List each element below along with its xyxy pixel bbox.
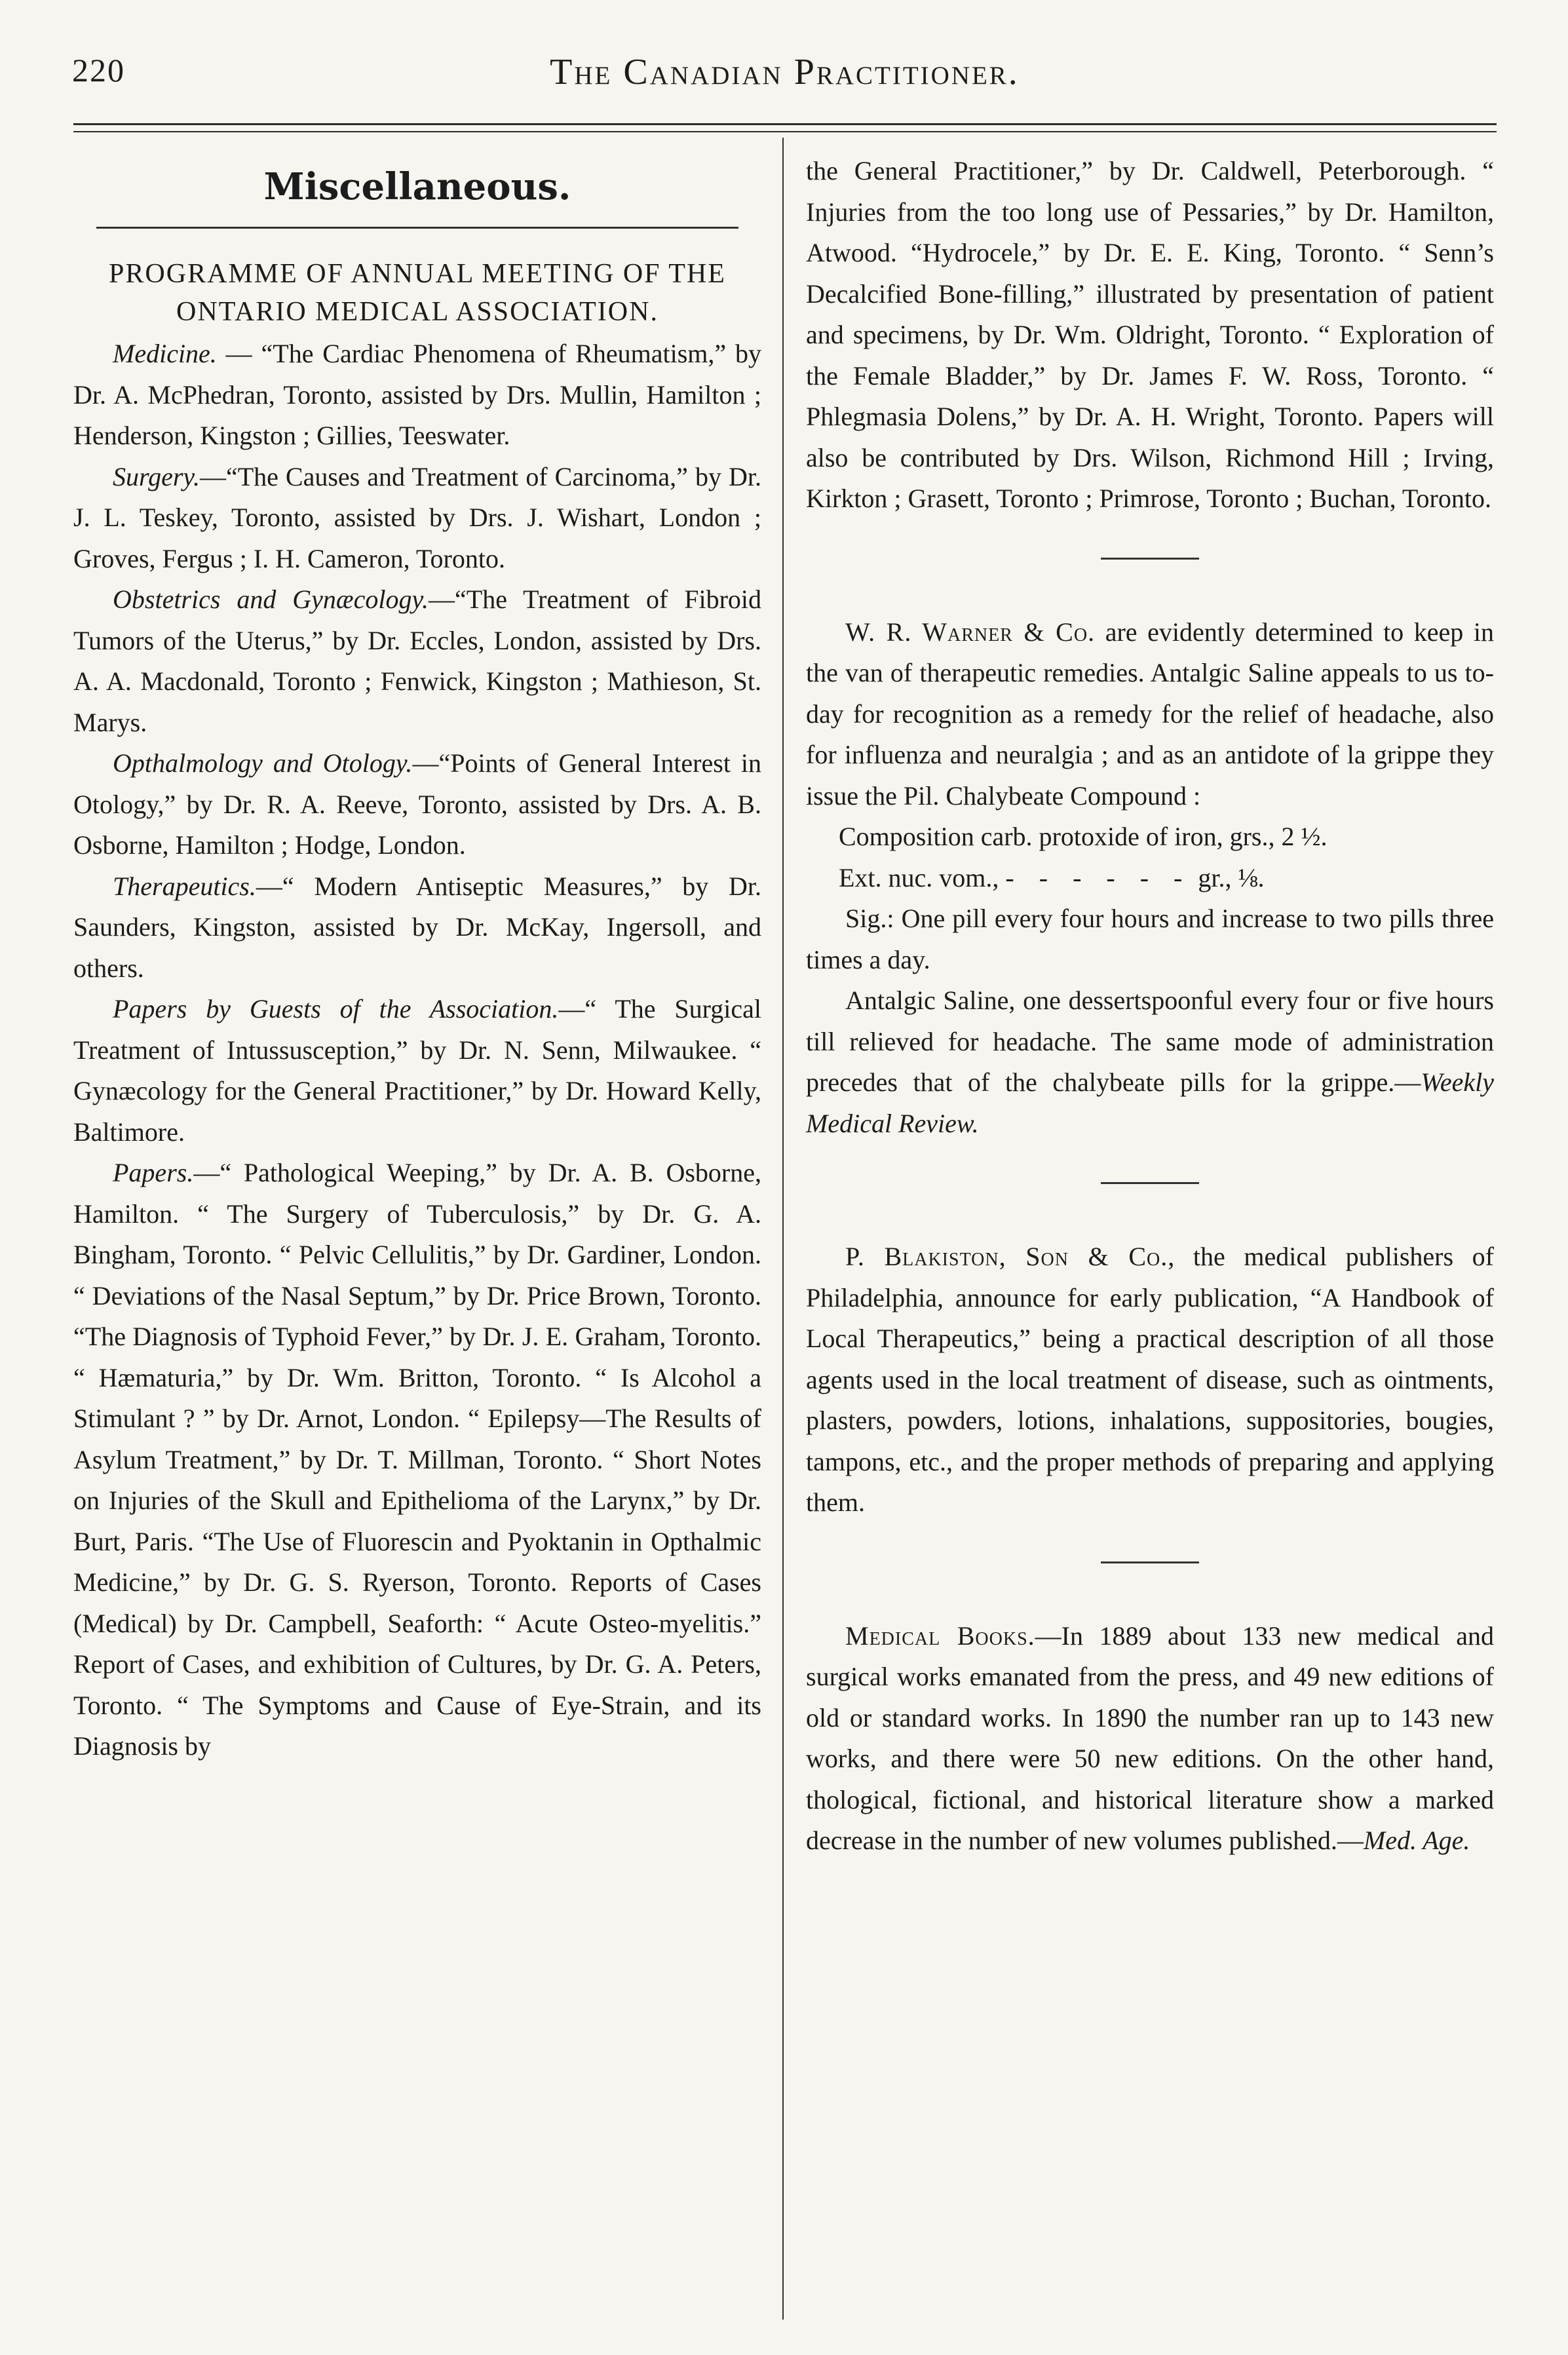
paragraph-heading: Papers. <box>113 1158 194 1187</box>
paragraph-heading: Surgery. <box>113 461 200 491</box>
paragraph-medicine <box>73 334 761 457</box>
source-citation: Med. Age. <box>1363 1826 1470 1855</box>
paragraph-text: —“The Causes and Treatment of Carcinoma,” by Dr. J. L. Teskey, Toronto, assisted by Drs. J. Wishart, London ; Groves, Fergus ; I. H. Cameron, Toronto. <box>73 461 761 573</box>
left-column <box>73 151 761 1767</box>
paragraph-sig: Sig.: One pill every four hours and increase to two pills three times a day. <box>806 904 1494 974</box>
formula-label: Ext. nuc. vom., <box>839 862 999 892</box>
header-rule <box>73 123 1497 125</box>
paragraph-text: Antalgic Saline, one dessertspoonful every four or five hours till relieved for headache. The same mode of administration precedes that of the chalybeate pills for la grippe.— <box>806 986 1494 1097</box>
paragraph-text: —“ The Surgical Treatment of Intussusception,” by Dr. N. Senn, Milwaukee. “ Gynæcology for the General Practitioner,” by Dr. Howard Kelly, Baltimore. <box>73 994 761 1147</box>
paragraph-lead: W. R. Warner & Co. <box>845 617 1096 647</box>
paragraph-obstetrics <box>73 579 761 743</box>
paragraph-text: —“ Modern Antiseptic Measures,” by Dr. Saunders, Kingston, assisted by Dr. McKay, Ingersoll, and others. <box>73 871 761 983</box>
journal-title: The Canadian Practitioner. <box>550 52 1020 92</box>
header-rule-thin <box>73 131 1497 132</box>
paragraph-blakiston <box>806 1236 1494 1523</box>
paragraph-heading: Medicine. <box>113 339 217 368</box>
paragraph-warner <box>806 612 1494 817</box>
page-number: 220 <box>72 52 125 88</box>
paragraph-medical-books <box>806 1616 1494 1862</box>
formula-value: gr., ⅛. <box>1198 862 1265 892</box>
formula-line <box>839 858 1494 899</box>
paragraph-antalgic <box>806 980 1494 1144</box>
article-title: PROGRAMME OF ANNUAL MEETING OF THE ONTARIO MEDICAL ASSOCIATION. <box>109 259 726 327</box>
paragraph-text: —In 1889 about 133 new medical and surgical works emanated from the press, and 49 new editions of old or standard works. In 1890 the number ran up to 143 new works, and there were 50 new editions. On the other hand, thological, fictional, and historical literature show a marked decrease in the number of new volumes published.— <box>806 1620 1494 1855</box>
paragraph-continuation: the General Practitioner,” by Dr. Caldwell, Peterborough. “ Injuries from the too long use of Pessaries,” by Dr. Hamilton, Atwood. “Hydrocele,” by Dr. E. E. King, Toronto. “ Senn’s Decalcified Bone-filling,” illustrated by presentation of patient and specimens, by Dr. Wm. Oldright, Toronto. “ Exploration of the Female Bladder,” by Dr. James F. W. Ross, Toronto. “ Phlegmasia Dolens,” by Dr. A. H. Wright, Toronto. Papers will also be contributed by Drs. Wilson, Richmond Hill ; Irving, Kirkton ; Grasett, Toronto ; Primrose, Toronto ; Buchan, Toronto. <box>806 156 1494 513</box>
paragraph-heading: Therapeutics. <box>113 871 256 901</box>
paragraph-heading: Papers by Guests of the Association. <box>113 994 559 1024</box>
paragraph-text: are evidently determined to keep in the van of therapeutic remedies. Antalgic Saline appeals to us to-day for recognition as a remedy for the relief of headache, also for influenza and neuralgia ; and as an antidote of la grippe they issue the Pil. Chalybeate Compound : <box>806 617 1494 811</box>
paragraph-text: — “The Cardiac Phenomena of Rheumatism,” by Dr. A. McPhedran, Toronto, assisted by Drs. Mullin, Hamilton ; Henderson, Kingston ; Gillies, Teeswater. <box>73 339 761 450</box>
section-heading: Miscellaneous. <box>96 164 738 229</box>
formula-line: Composition carb. protoxide of iron, grs., 2 ½. <box>839 822 1328 851</box>
source-citation: Weekly Medical Review. <box>806 1067 1494 1138</box>
paragraph-ophthalmology <box>73 743 761 866</box>
paragraph-therapeutics <box>73 866 761 989</box>
paragraph-text: —“ Pathological Weeping,” by Dr. A. B. Osborne, Hamilton. “ The Surgery of Tuberculosis,” by Dr. G. A. Bingham, Toronto. “ Pelvic Cellulitis,” by Dr. Gardiner, London. “ Deviations of the Nasal Septum,” by Dr. Price Brown, Toronto. “The Diagnosis of Typhoid Fever,” by Dr. J. E. Graham, Toronto. “ Hæmaturia,” by Dr. Wm. Britton, Toronto. “ Is Alcohol a Stimulant ? ” by Dr. Arnot, London. “ Epilepsy—The Results of Asylum Treatment,” by Dr. T. Millman, Toronto. “ Short Notes on Injuries of the Skull and Epithelioma of the Larynx,” by Dr. Burt, Paris. “The Use of Fluorescin and Pyoktanin in Opthalmic Medicine,” by Dr. G. S. Ryerson, Toronto. Reports of Cases (Medical) by Dr. Campbell, Seaforth: “ Acute Osteo-myelitis.” Report of Cases, and exhibition of Cultures, by Dr. G. A. Peters, Toronto. “ The Symptoms and Cause of Eye-Strain, and its Diagnosis by <box>73 1158 761 1761</box>
paragraph-surgery <box>73 457 761 580</box>
paragraph-lead: P. Blakiston, Son & Co. <box>845 1242 1168 1271</box>
paragraph-papers <box>73 1153 761 1767</box>
right-column <box>806 151 1494 1862</box>
separator-rule <box>1101 1182 1199 1184</box>
paragraph-text: —“Points of General Interest in Otology,” by Dr. R. A. Reeve, Toronto, assisted by Drs. A. B. Osborne, Hamilton ; Hodge, London. <box>73 748 761 860</box>
paragraph-text: —“The Treatment of Fibroid Tumors of the Uterus,” by Dr. Eccles, London, assisted by Drs. A. A. Macdonald, Toronto ; Fenwick, Kingston ; Mathieson, St. Marys. <box>73 584 762 737</box>
paragraph-text: , the medical publishers of Philadelphia, announce for early publication, “A Handbook of Local Therapeutics,” being a practical description of all those agents used in the local treatment of disease, such as ointments, plasters, powders, lotions, inhalations, suppositories, bougies, tampons, etc., and the proper methods of preparing and applying them. <box>806 1242 1494 1517</box>
paragraph-heading: Opthalmology and Otology. <box>113 748 413 778</box>
paragraph-heading: Obstetrics and Gynæcology. <box>113 584 429 614</box>
running-head <box>72 51 1497 104</box>
separator-rule <box>1101 1561 1199 1563</box>
separator-rule <box>1101 558 1199 560</box>
paragraph-guest-papers <box>73 989 761 1153</box>
column-divider <box>782 138 784 2320</box>
formula-dots: - - - - - - <box>1005 862 1192 892</box>
paragraph-lead: Medical Books. <box>845 1620 1035 1651</box>
